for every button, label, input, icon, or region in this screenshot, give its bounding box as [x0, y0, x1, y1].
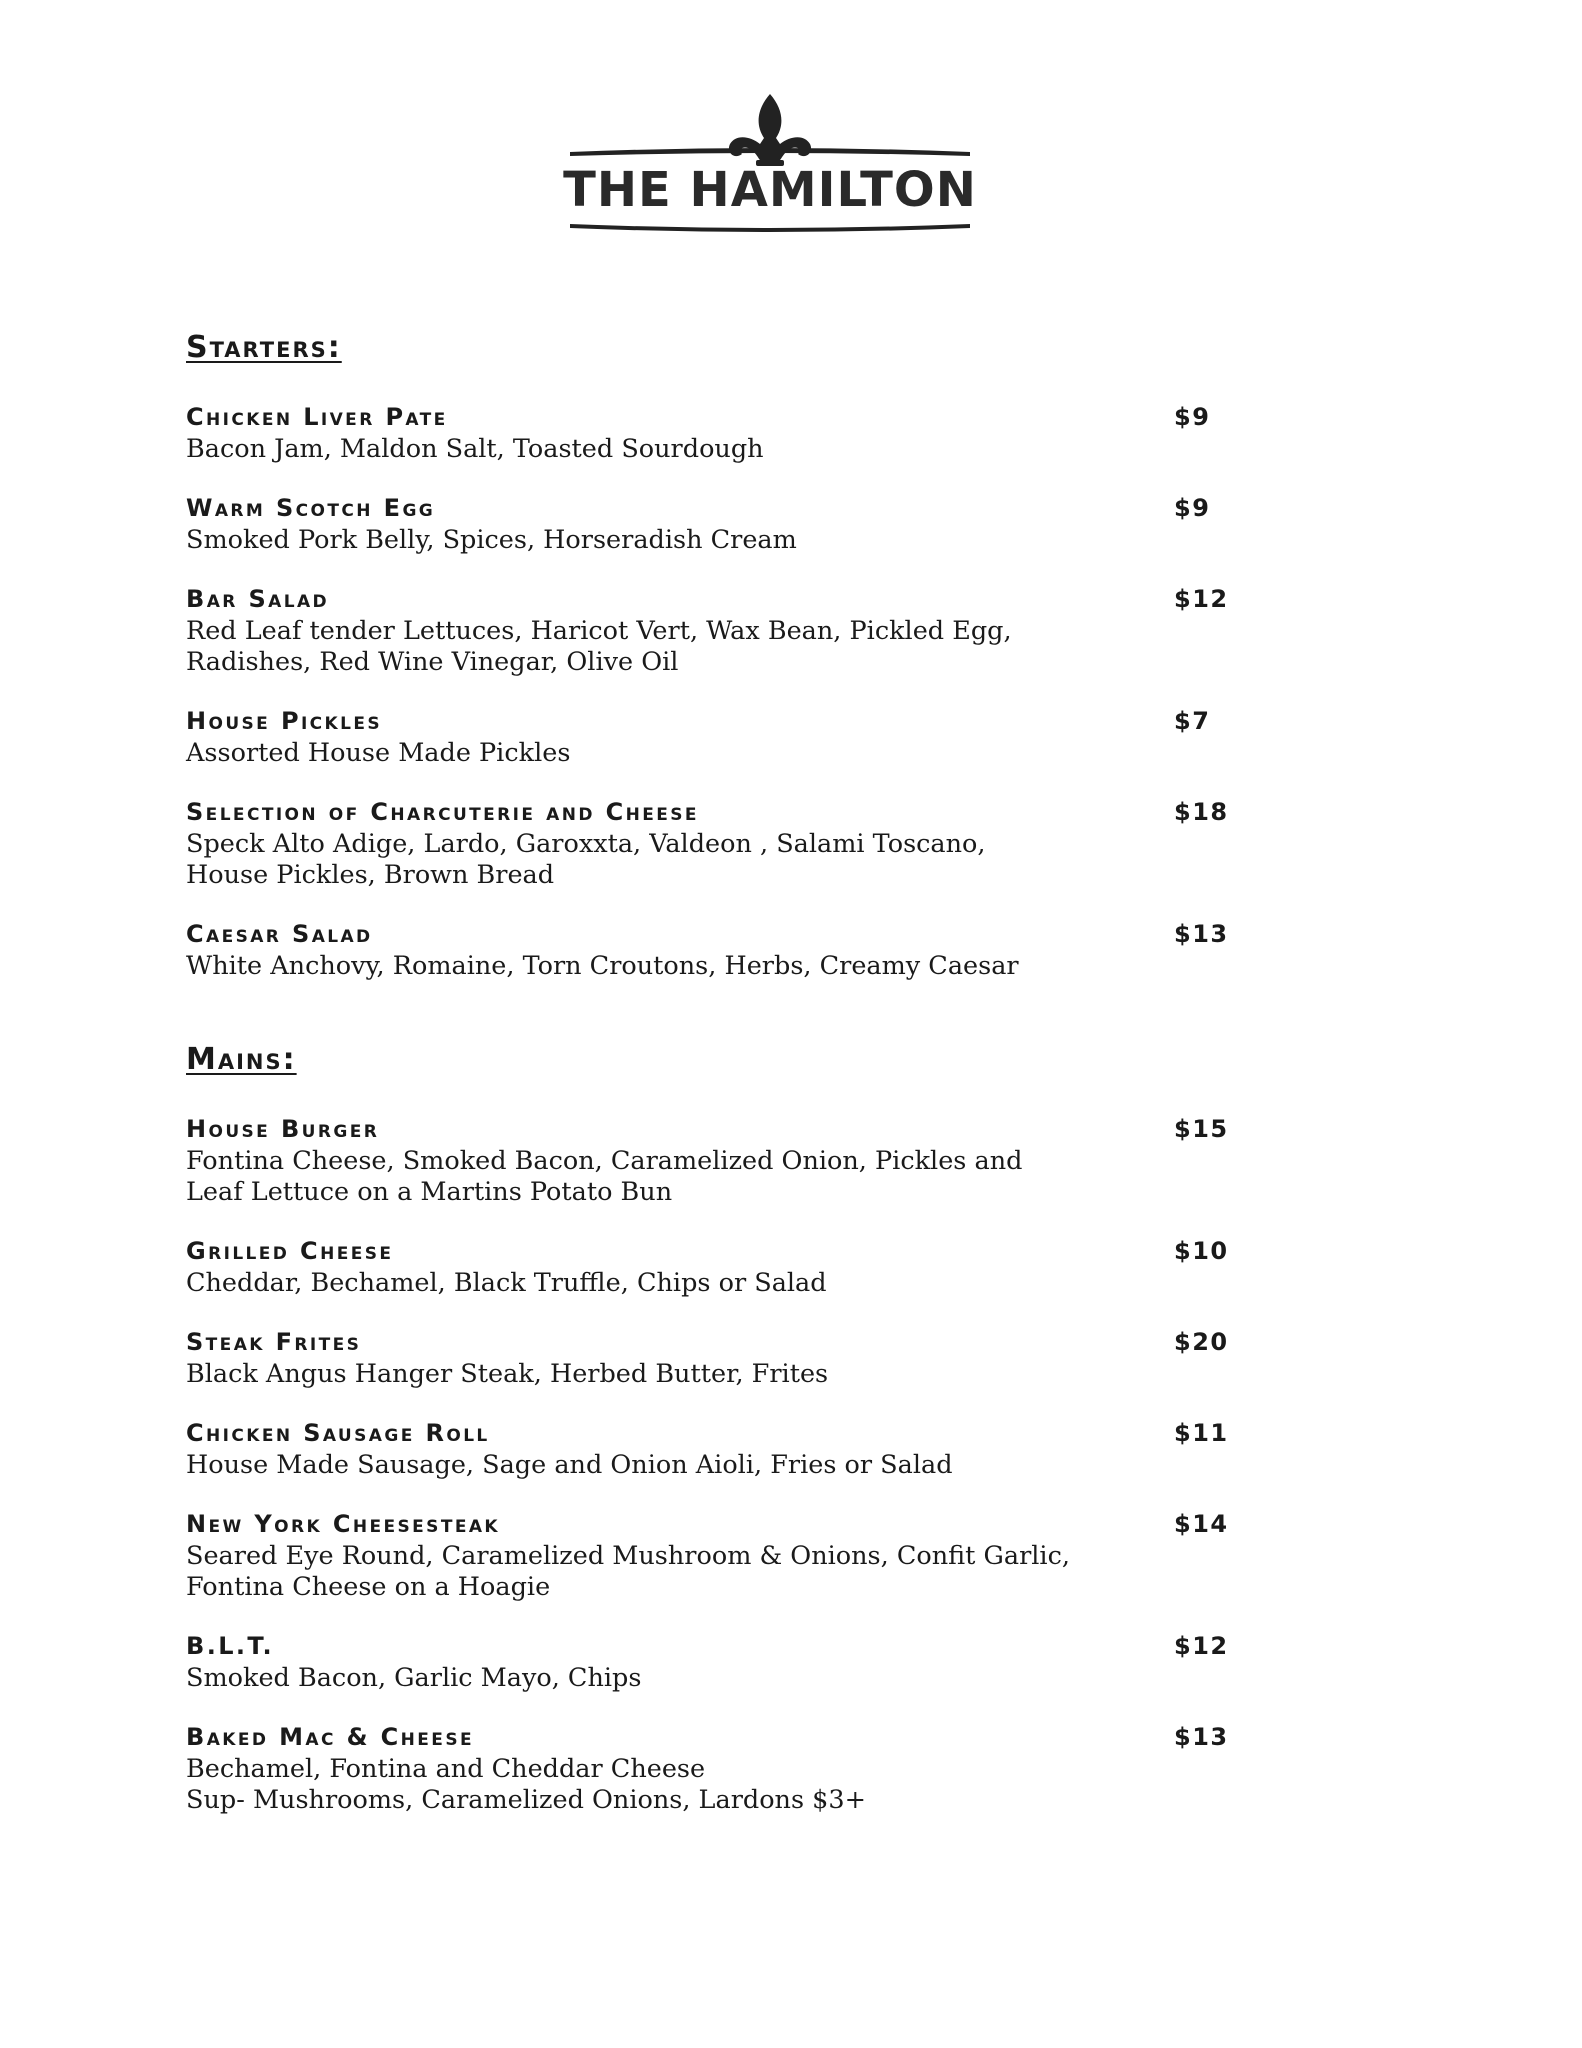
item-name: Selection of Charcuterie and Cheese	[186, 798, 699, 826]
menu-item	[186, 919, 1306, 982]
menu-item	[186, 1509, 1306, 1603]
menu-item	[186, 1631, 1306, 1694]
item-description: White Anchovy, Romaine, Torn Croutons, Herbs, Creamy Caesar	[186, 951, 1019, 981]
item-price: $9	[1174, 403, 1211, 431]
fleur-de-lis-logo-icon	[560, 88, 980, 238]
item-price: $18	[1174, 798, 1229, 826]
item-price: $12	[1174, 585, 1229, 613]
item-price: $14	[1174, 1510, 1229, 1538]
item-name: Grilled Cheese	[186, 1237, 394, 1265]
item-description: Bechamel, Fontina and Cheddar Cheese Sup- Mushrooms, Caramelized Onions, Lardons $3+	[186, 1754, 866, 1815]
item-price: $12	[1174, 1632, 1229, 1660]
item-price: $9	[1174, 494, 1211, 522]
item-description: Fontina Cheese, Smoked Bacon, Caramelized Onion, Pickles and Leaf Lettuce on a Martins Potato Bun	[186, 1146, 1023, 1207]
item-name: Chicken Liver Pate	[186, 403, 448, 431]
menu-item	[186, 402, 1306, 465]
item-name: Steak Frites	[186, 1328, 362, 1356]
item-price: $10	[1174, 1237, 1229, 1265]
starters-section	[186, 328, 1306, 982]
item-description: Cheddar, Bechamel, Black Truffle, Chips or Salad	[186, 1268, 827, 1298]
item-description: Bacon Jam, Maldon Salt, Toasted Sourdough	[186, 434, 764, 464]
menu-item	[186, 1114, 1306, 1208]
item-description: Smoked Pork Belly, Spices, Horseradish Cream	[186, 525, 797, 555]
item-price: $13	[1174, 1723, 1229, 1751]
menu-item	[186, 1327, 1306, 1390]
item-description: Black Angus Hanger Steak, Herbed Butter, Frites	[186, 1359, 829, 1389]
menu-item	[186, 797, 1306, 891]
item-description: Smoked Bacon, Garlic Mayo, Chips	[186, 1663, 642, 1693]
menu-item	[186, 584, 1306, 678]
item-name: House Burger	[186, 1115, 380, 1143]
menu-item	[186, 706, 1306, 769]
menu-item	[186, 1722, 1306, 1816]
item-description: Assorted House Made Pickles	[186, 738, 571, 768]
item-name: Warm Scotch Egg	[186, 494, 436, 522]
item-description: Red Leaf tender Lettuces, Haricot Vert, Wax Bean, Pickled Egg, Radishes, Red Wine Vinegar, Olive Oil	[186, 616, 1012, 677]
item-description: Seared Eye Round, Caramelized Mushroom & Onions, Confit Garlic, Fontina Cheese on a Hoagie	[186, 1541, 1070, 1602]
item-price: $20	[1174, 1328, 1229, 1356]
item-description: Speck Alto Adige, Lardo, Garoxxta, Valdeon , Salami Toscano, House Pickles, Brown Bread	[186, 829, 986, 890]
item-name: House Pickles	[186, 707, 383, 735]
item-description: House Made Sausage, Sage and Onion Aioli, Fries or Salad	[186, 1450, 953, 1480]
menu-item	[186, 1418, 1306, 1481]
restaurant-logo	[560, 88, 980, 238]
logo-text: THE HAMILTON	[563, 162, 977, 218]
menu-item	[186, 493, 1306, 556]
section-title-mains: Mains:	[186, 1042, 297, 1077]
item-price: $13	[1174, 920, 1229, 948]
item-price: $7	[1174, 707, 1211, 735]
item-name: B.L.T.	[186, 1632, 275, 1660]
section-title-starters: Starters:	[186, 330, 342, 365]
item-name: Baked Mac & Cheese	[186, 1723, 474, 1751]
item-name: Bar Salad	[186, 585, 330, 613]
menu-item	[186, 1236, 1306, 1299]
menu-body	[186, 328, 1306, 1844]
item-name: New York Cheesesteak	[186, 1510, 500, 1538]
item-price: $11	[1174, 1419, 1229, 1447]
item-name: Caesar Salad	[186, 920, 373, 948]
mains-section	[186, 1040, 1306, 1816]
item-price: $15	[1174, 1115, 1229, 1143]
item-name: Chicken Sausage Roll	[186, 1419, 490, 1447]
